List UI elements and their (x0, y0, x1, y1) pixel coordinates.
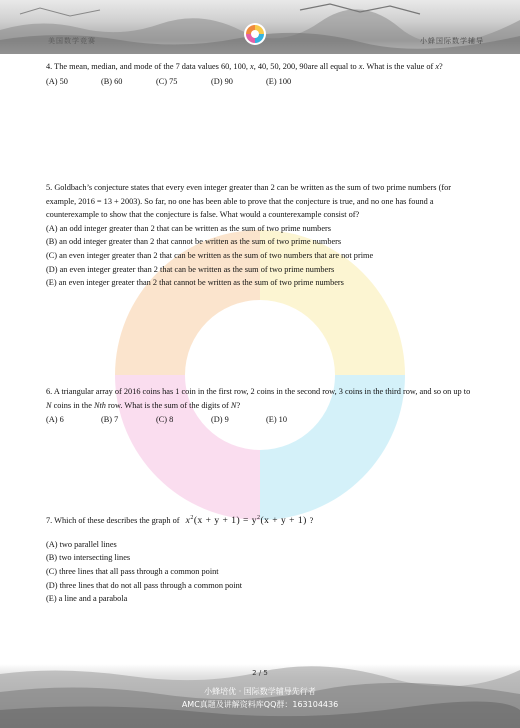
variable-n: N (230, 400, 237, 410)
choice-a: (A) two parallel lines (46, 539, 117, 549)
choice-a: (A) 50 (46, 76, 68, 86)
choice-e: (E) a line and a parabola (46, 594, 128, 604)
question-5-stem: 5. Goldbach’s conjecture states that every even integer greater than 2 can be written as the sum of two prime numbers (for example, 2016 = 13 + 2003). So far, no one has been able to prove that the conjecture is true, and no one has found a counterexample to show that the conjecture is false. What would a counterexample consist of? (46, 183, 452, 220)
footer-tagline: 小蜂培优 · 国际数学辅导先行者 (204, 687, 316, 696)
choice-d: (D) three lines that do not all pass through a common point (46, 580, 243, 590)
variable-nth: Nth (93, 400, 106, 410)
variable-n: N (46, 400, 52, 410)
variable-x: x (358, 62, 363, 71)
question-number: 7. (46, 516, 53, 526)
variable-x: x (250, 62, 254, 71)
choice-d: (D) an even integer greater than 2 that can be written as the sum of two prime numbers (46, 264, 335, 274)
question-number: 4. (46, 62, 53, 71)
question-number: 6. (46, 387, 53, 396)
question-7 (46, 512, 476, 606)
choice-c: (C) 8 (156, 415, 174, 425)
question-7-stem: 7. Which of these describes the graph of $x^2(x + y + 1) = y^2(x + y + 1)$ ? (46, 515, 314, 527)
choice-e: (E) 10 (266, 415, 287, 425)
choice-d: (D) 90 (211, 76, 233, 86)
question-number: 5. (46, 183, 53, 192)
question-4 (46, 60, 476, 88)
question-4-choices (46, 75, 476, 89)
equation: $x^2(x + y + 1) = y^2(x + y + 1)$ (185, 515, 307, 527)
header-right-text: 小蜂国际数学辅导 (420, 37, 484, 45)
variable-x: x (435, 62, 440, 71)
choice-e: (E) 100 (266, 76, 292, 86)
brand-logo-icon (243, 22, 267, 46)
choice-a: (A) an odd integer greater than 2 that can be written as the sum of two prime numbers (46, 223, 331, 233)
choice-c: (C) three lines that all pass through a common point (46, 566, 219, 576)
footer-contact: AMC真题及讲解资料库QQ群：163104436 (181, 700, 339, 709)
choice-d: (D) 9 (211, 415, 229, 425)
choice-c: (C) an even integer greater than 2 that can be written as the sum of two numbers that are not prime (46, 250, 374, 260)
choice-b: (B) two intersecting lines (46, 553, 131, 563)
choice-c: (C) 75 (156, 76, 178, 86)
header-left-text: 美国数学竞赛 (48, 37, 96, 45)
choice-a: (A) 6 (46, 415, 64, 425)
choice-e: (E) an even integer greater than 2 that cannot be written as the sum of two prime numbers (46, 278, 344, 288)
page-header-banner (0, 0, 520, 54)
choice-b: (B) 60 (101, 76, 123, 86)
question-5 (46, 181, 476, 290)
choice-b: (B) an odd integer greater than 2 that cannot be written as the sum of two prime numbers (46, 237, 342, 247)
page-number: 2 / 5 (252, 669, 268, 677)
question-6-choices (46, 413, 476, 427)
question-4-stem: 4. The mean, median, and mode of the 7 data values 60, 100, x, 40, 50, 200, 90are all equal to x. What is the value of x? (46, 62, 443, 71)
choice-b: (B) 7 (101, 415, 119, 425)
question-6 (46, 385, 476, 427)
question-6-stem: 6. A triangular array of 2016 coins has 1 coin in the first row, 2 coins in the second row, 3 coins in the third row, and so on up to N coins in the Nth row. What is the sum of the digits of N? (46, 387, 471, 410)
